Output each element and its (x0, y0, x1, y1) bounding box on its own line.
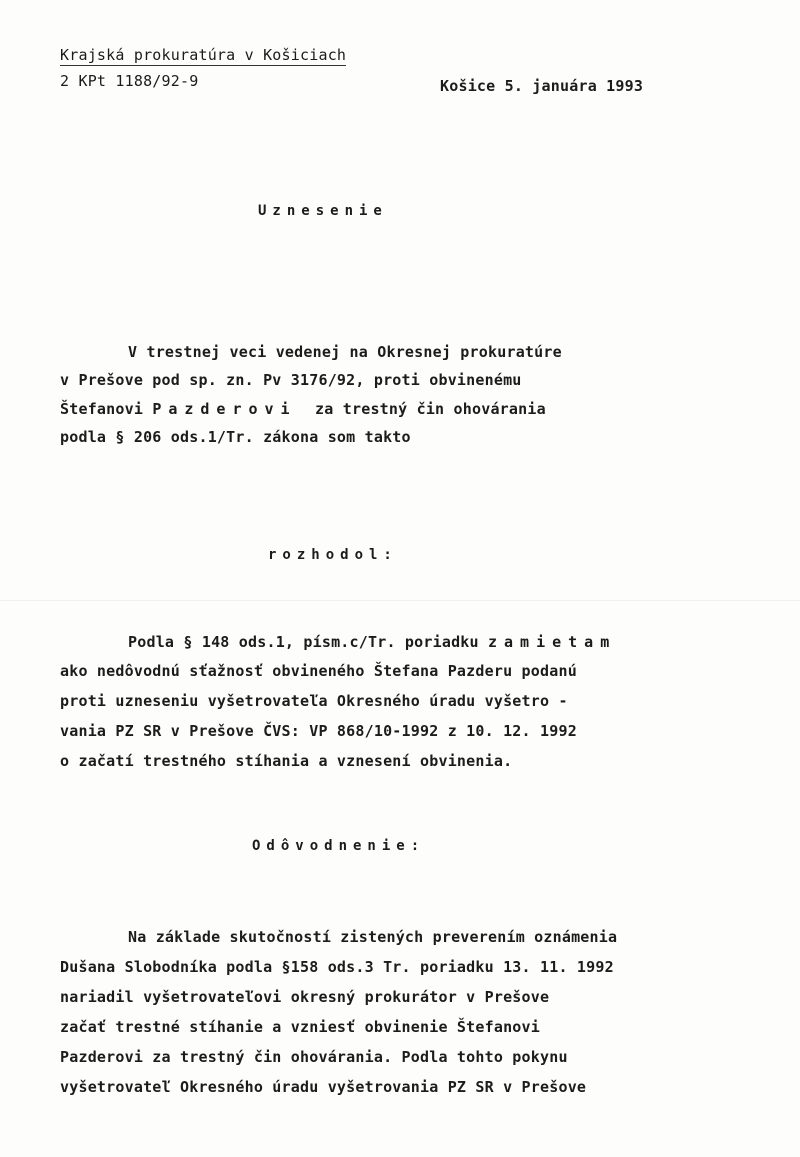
reference-number: 2 KPt 1188/92-9 (60, 72, 199, 90)
issuing-office: Krajská prokuratúra v Košiciach (60, 46, 347, 64)
scan-artifact (0, 600, 800, 601)
paragraph2-line2: ako nedôvodnú sťažnosť obvineného Štefana Pazderu podanú (60, 662, 577, 680)
heading-odovodnenie: Odôvodnenie: (252, 838, 426, 854)
paragraph1-line4: podla § 206 ods.1/Tr. zákona som takto (60, 428, 411, 446)
paragraph2-line1 (128, 633, 616, 651)
paragraph1-line3 (60, 400, 546, 418)
document-date: Košice 5. januára 1993 (440, 77, 644, 95)
title-uznesenie: Uznesenie (258, 203, 388, 219)
paragraph3-line4: začať trestné stíhanie a vzniesť obvinenie Štefanovi (60, 1018, 540, 1036)
paragraph3-line6: vyšetrovateľ Okresného úradu vyšetrovania PZ SR v Prešove (60, 1078, 587, 1096)
paragraph2-line5: o začatí trestného stíhania a vznesení obvinenia. (60, 752, 513, 770)
accused-name: Pazderovi (152, 400, 297, 418)
heading-rozhodol: rozhodol: (268, 547, 398, 563)
paragraph2-line4: vania PZ SR v Prešove ČVS: VP 868/10-1992 z 10. 12. 1992 (60, 722, 577, 740)
paragraph1-line1: V trestnej veci vedenej na Okresnej prokuratúre (128, 343, 562, 361)
paragraph2-line1-start: Podla § 148 ods.1, písm.c/Tr. poriadku (128, 633, 488, 651)
paragraph3-line2: Dušana Slobodníka podla §158 ods.3 Tr. poriadku 13. 11. 1992 (60, 958, 614, 976)
paragraph3-line3: nariadil vyšetrovateľovi okresný prokurátor v Prešove (60, 988, 550, 1006)
paragraph1-line3-start: Štefanovi (60, 400, 153, 418)
paragraph2-line3: proti uzneseniu vyšetrovateľa Okresného úradu vyšetro - (60, 692, 568, 710)
paragraph3-line5: Pazderovi za trestný čin ohovárania. Podla tohto pokynu (60, 1048, 568, 1066)
paragraph1-line3-end: za trestný čin ohovárania (296, 400, 546, 418)
paragraph3-line1: Na základe skutočností zistených preverením oznámenia (128, 928, 618, 946)
decision-verb: zamietam (488, 633, 617, 651)
paragraph1-line2: v Prešove pod sp. zn. Pv 3176/92, proti obvinenému (60, 371, 522, 389)
